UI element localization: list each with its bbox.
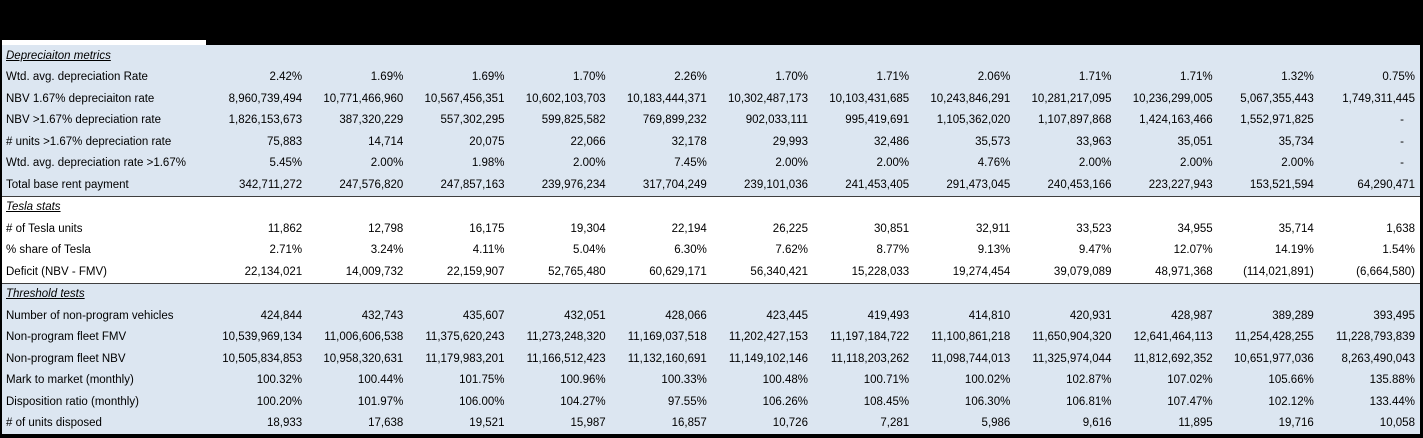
value-cell[interactable]: 317,704,249 [642,178,707,191]
value-cell[interactable]: 100.33% [661,374,707,387]
value-cell[interactable]: 1.71% [1078,71,1112,84]
value-cell[interactable]: 26,225 [772,222,808,235]
value-cell[interactable]: 32,178 [671,135,707,148]
value-cell[interactable]: 2.71% [269,244,303,257]
value-cell[interactable]: 1.71% [876,71,910,84]
value-cell[interactable]: 2.00% [876,157,910,170]
value-cell[interactable]: 33,963 [1076,135,1112,148]
table-row [2,413,1420,435]
value-cell[interactable]: 599,825,582 [541,114,606,127]
value-cell[interactable]: 11,228,793,839 [1335,331,1415,344]
value-cell[interactable]: 12,798 [368,222,404,235]
value-cell[interactable]: 22,194 [671,222,707,235]
value-cell[interactable]: 3.24% [370,244,404,257]
value-cell[interactable]: 9,616 [1082,417,1112,430]
table-row [2,218,1420,240]
value-cell[interactable]: 419,493 [867,309,910,322]
value-cell[interactable]: 1.70% [775,71,808,84]
value-cell[interactable]: (6,664,580) [1356,265,1415,278]
value-cell[interactable]: 14,714 [368,135,404,148]
table-row [2,67,1420,89]
value-cell[interactable]: 14,009,732 [345,265,404,278]
value-cell[interactable]: (114,021,891) [1243,265,1314,278]
table-row [2,348,1420,370]
value-cell[interactable]: 10,183,444,371 [626,92,707,105]
value-cell[interactable]: 30,851 [873,222,910,235]
table-row [2,110,1420,132]
value-cell[interactable]: 101.75% [459,374,505,387]
value-cell[interactable]: 100.44% [357,374,404,387]
row-label-cell[interactable]: Mark to market (monthly) [6,374,134,387]
value-cell[interactable]: 106.26% [762,395,808,408]
value-cell[interactable]: 10,602,103,703 [525,92,606,105]
value-cell[interactable]: 10,726 [772,417,808,430]
value-cell[interactable]: 135.88% [1369,374,1415,387]
value-cell[interactable]: 101.97% [357,395,404,408]
value-cell[interactable]: 32,486 [873,135,910,148]
value-cell[interactable]: 10,281,217,095 [1031,92,1112,105]
value-cell[interactable]: 15,228,033 [851,265,910,278]
value-cell[interactable]: 97.55% [667,395,707,408]
row-label-cell[interactable]: # of Tesla units [6,222,83,235]
value-cell[interactable]: 20,075 [469,135,505,148]
value-cell[interactable]: 153,521,594 [1249,178,1314,191]
value-cell[interactable]: 35,734 [1278,135,1314,148]
row-label-cell[interactable]: NBV >1.67% depreciation rate [6,114,162,127]
value-cell[interactable]: 10,103,431,685 [829,92,910,105]
table-row [2,131,1420,153]
value-cell[interactable]: 35,714 [1278,222,1314,235]
value-cell[interactable]: 1.69% [471,71,505,84]
value-cell[interactable]: 7,281 [880,417,910,430]
value-cell[interactable]: 11,098,744,013 [931,352,1011,365]
value-cell[interactable]: 100.48% [762,374,808,387]
value-cell[interactable]: 100.20% [256,395,303,408]
value-cell[interactable]: 902,033,111 [745,114,808,127]
value-cell[interactable]: 11,812,692,352 [1133,352,1213,365]
value-cell[interactable]: 995,419,691 [845,114,910,127]
value-cell[interactable]: 34,955 [1177,222,1213,235]
row-label-cell[interactable]: Wtd. avg. depreciation Rate [6,71,148,84]
value-cell[interactable]: 2.00% [1180,157,1213,170]
value-cell[interactable]: 19,521 [469,417,505,430]
value-cell[interactable]: 108.45% [863,395,910,408]
row-label-cell[interactable]: NBV 1.67% depreciaiton rate [6,92,155,105]
value-cell[interactable]: 11,325,974,044 [1032,352,1112,365]
value-cell[interactable]: 7.45% [674,157,707,170]
value-cell[interactable]: 1,826,153,673 [228,114,303,127]
row-label-cell[interactable]: Disposition ratio (monthly) [6,395,139,408]
value-cell[interactable]: 12.07% [1173,244,1213,257]
value-cell[interactable]: 60,629,171 [649,265,707,278]
value-cell[interactable]: 10,771,466,960 [323,92,404,105]
value-cell[interactable]: 11,895 [1178,417,1213,430]
table-row [2,240,1420,262]
value-cell[interactable]: 11,197,184,722 [830,331,910,344]
value-cell[interactable]: 11,169,037,518 [627,331,707,344]
value-cell[interactable]: 29,993 [772,135,808,148]
value-cell[interactable]: 10,058 [1379,417,1415,430]
value-cell[interactable]: 247,857,163 [440,178,505,191]
value-cell[interactable]: 1.98% [471,157,505,170]
value-cell[interactable]: 8.77% [876,244,910,257]
value-cell[interactable]: 247,576,820 [339,178,404,191]
value-cell[interactable]: 10,302,487,173 [728,92,808,105]
value-cell[interactable]: 6.30% [674,244,707,257]
value-cell[interactable]: 19,304 [570,222,606,235]
value-cell[interactable]: 1.32% [1281,71,1314,84]
section-header-label[interactable]: Tesla stats [6,201,61,214]
table-body [2,45,1420,434]
value-cell[interactable]: 10,651,977,036 [1233,352,1314,365]
value-cell[interactable]: 1,749,311,445 [1342,92,1415,105]
value-cell[interactable]: 414,810 [968,309,1011,322]
section-header-row [2,284,1420,306]
row-label-cell[interactable]: # of units disposed [6,417,102,430]
value-cell[interactable]: 239,101,036 [744,178,808,191]
value-cell[interactable]: 11,273,248,320 [526,331,606,344]
value-cell[interactable]: 100.02% [964,374,1011,387]
value-cell[interactable]: 387,320,229 [339,114,404,127]
value-cell[interactable]: 11,375,620,243 [425,331,505,344]
value-cell[interactable]: 17,638 [368,417,404,430]
table-row [2,153,1420,175]
value-cell[interactable]: 1,107,897,868 [1037,114,1112,127]
value-cell[interactable]: 5.04% [573,244,606,257]
row-label-cell[interactable]: # units >1.67% depreciation rate [6,135,172,148]
value-cell[interactable]: 11,166,512,423 [526,352,606,365]
row-label-cell[interactable]: Wtd. avg. depreciation rate >1.67% [6,157,186,170]
row-label-cell[interactable]: Deficit (NBV - FMV) [6,265,107,278]
value-cell[interactable]: 106.30% [964,395,1011,408]
value-cell[interactable]: 11,006,606,538 [324,331,404,344]
value-cell[interactable]: 15,987 [570,417,606,430]
value-cell[interactable]: 239,976,234 [541,178,606,191]
row-label-cell[interactable]: Total base rent payment [6,178,129,191]
value-cell[interactable]: 10,958,320,631 [323,352,404,365]
value-cell[interactable]: 8,960,739,494 [228,92,303,105]
value-cell[interactable]: 2.00% [775,157,808,170]
value-cell[interactable]: 14.19% [1274,244,1314,257]
value-cell[interactable]: 11,100,861,218 [931,331,1011,344]
value-cell[interactable]: 10,505,834,853 [222,352,303,365]
value-cell[interactable]: 22,159,907 [446,265,505,278]
value-cell[interactable]: 107.47% [1167,395,1213,408]
value-cell[interactable]: 5,986 [981,417,1011,430]
value-cell[interactable]: 56,340,421 [750,265,808,278]
value-cell[interactable]: 11,149,102,146 [728,352,808,365]
value-cell[interactable]: 0.75% [1382,71,1415,84]
value-cell[interactable]: 11,862 [267,222,303,235]
value-cell[interactable]: 2.00% [1281,157,1314,170]
value-cell[interactable]: 18,933 [266,417,303,430]
value-cell[interactable]: 11,650,904,320 [1032,331,1112,344]
value-cell[interactable]: 22,066 [570,135,606,148]
value-cell[interactable]: 11,202,427,153 [728,331,808,344]
value-cell[interactable]: 106.00% [459,395,505,408]
value-cell[interactable]: 35,573 [975,135,1011,148]
table-row [2,327,1420,349]
table-row [2,370,1420,392]
value-cell[interactable]: 64,290,471 [1357,178,1415,191]
value-cell[interactable]: 1.71% [1180,71,1213,84]
row-label-cell[interactable]: Number of non-program vehicles [6,309,174,322]
value-cell[interactable]: 1,105,362,020 [936,114,1011,127]
section-header-row [2,45,1420,67]
value-cell[interactable]: 2.00% [1078,157,1112,170]
value-cell[interactable]: 9.13% [977,244,1011,257]
black-header-band [0,0,1423,40]
table-bottom-border [0,434,1423,438]
value-cell[interactable]: 39,079,089 [1053,265,1112,278]
value-cell[interactable]: 12,641,464,113 [1133,331,1213,344]
value-cell[interactable]: 11,254,428,255 [1234,331,1314,344]
value-cell[interactable]: 8,263,490,043 [1341,352,1415,365]
value-cell[interactable]: 104.27% [560,395,606,408]
value-cell[interactable]: 2.06% [977,71,1011,84]
value-cell[interactable]: 223,227,943 [1148,178,1213,191]
value-cell[interactable]: 102.12% [1268,395,1314,408]
value-cell[interactable]: 2.00% [573,157,606,170]
value-cell[interactable]: 100.32% [256,374,303,387]
value-cell[interactable]: 389,289 [1272,309,1314,322]
value-cell[interactable]: 100.96% [560,374,606,387]
value-cell[interactable]: 100.71% [863,374,910,387]
value-cell[interactable]: 423,445 [766,309,808,322]
value-cell[interactable]: 342,711,272 [239,178,303,191]
value-cell[interactable]: 2.42% [269,71,303,84]
value-cell[interactable]: 769,899,232 [642,114,707,127]
value-cell[interactable]: 1,638 [1386,222,1415,235]
value-cell[interactable]: 105.66% [1268,374,1314,387]
value-cell[interactable]: 240,453,166 [1047,178,1112,191]
value-cell[interactable]: 428,066 [665,309,707,322]
value-cell[interactable]: 16,175 [469,222,505,235]
value-cell[interactable]: - [1400,135,1404,148]
value-cell[interactable]: 291,473,045 [946,178,1011,191]
value-cell[interactable]: 5.45% [269,157,303,170]
value-cell[interactable]: 11,179,983,201 [425,352,505,365]
value-cell[interactable]: 557,302,295 [440,114,505,127]
value-cell[interactable]: 75,883 [266,135,303,148]
value-cell[interactable]: 10,236,299,005 [1132,92,1213,105]
value-cell[interactable]: 1,424,163,466 [1139,114,1213,127]
value-cell[interactable]: 9.47% [1078,244,1112,257]
value-cell[interactable]: 48,971,368 [1155,265,1213,278]
value-cell[interactable]: 10,567,456,351 [424,92,505,105]
value-cell[interactable]: 428,987 [1171,309,1213,322]
value-cell[interactable]: 241,453,405 [845,178,910,191]
section-header-row [2,197,1420,219]
value-cell[interactable]: 16,857 [671,417,707,430]
value-cell[interactable]: 435,607 [462,309,505,322]
value-cell[interactable]: 432,743 [361,309,404,322]
value-cell[interactable]: 32,911 [976,222,1011,235]
value-cell[interactable]: 11,118,203,262 [830,352,910,365]
value-cell[interactable]: 1.70% [573,71,606,84]
row-label-cell[interactable]: % share of Tesla [6,244,91,257]
value-cell[interactable]: 1.69% [370,71,404,84]
value-cell[interactable]: 19,716 [1278,417,1314,430]
value-cell[interactable]: 4.11% [472,244,505,257]
value-cell[interactable]: 133.44% [1369,395,1415,408]
value-cell[interactable]: 2.26% [674,71,707,84]
value-cell[interactable]: - [1400,157,1404,170]
value-cell[interactable]: 22,134,021 [244,265,303,278]
value-cell[interactable]: 393,495 [1373,309,1415,322]
table-row [2,305,1420,327]
value-cell[interactable]: 2.00% [370,157,404,170]
row-label-cell[interactable]: Non-program fleet FMV [6,331,127,344]
value-cell[interactable]: 19,274,454 [952,265,1011,278]
value-cell[interactable]: 107.02% [1167,374,1213,387]
section-header-label[interactable]: Threshold tests [6,288,85,301]
value-cell[interactable]: 102.87% [1066,374,1112,387]
value-cell[interactable]: 52,765,480 [548,265,606,278]
table-row [2,261,1420,284]
value-cell[interactable]: 420,931 [1069,309,1112,322]
table-row [2,391,1420,413]
row-label-cell[interactable]: Non-program fleet NBV [6,352,126,365]
value-cell[interactable]: 1,552,971,825 [1240,114,1314,127]
value-cell[interactable]: 11,132,160,691 [627,352,707,365]
table-row [2,88,1420,110]
section-header-label[interactable]: Depreciaiton metrics [6,49,111,62]
value-cell[interactable]: 5,067,355,443 [1240,92,1314,105]
value-cell[interactable]: 4.76% [977,157,1011,170]
value-cell[interactable]: 106.81% [1066,395,1112,408]
table-row [2,174,1420,197]
value-cell[interactable]: 35,051 [1177,135,1213,148]
value-cell[interactable]: 10,539,969,134 [222,331,303,344]
value-cell[interactable]: 1.54% [1382,244,1415,257]
value-cell[interactable]: - [1400,114,1404,127]
value-cell[interactable]: 10,243,846,291 [930,92,1011,105]
value-cell[interactable]: 424,844 [260,309,303,322]
value-cell[interactable]: 33,523 [1076,222,1112,235]
value-cell[interactable]: 432,051 [564,309,606,322]
value-cell[interactable]: 7.62% [775,244,808,257]
